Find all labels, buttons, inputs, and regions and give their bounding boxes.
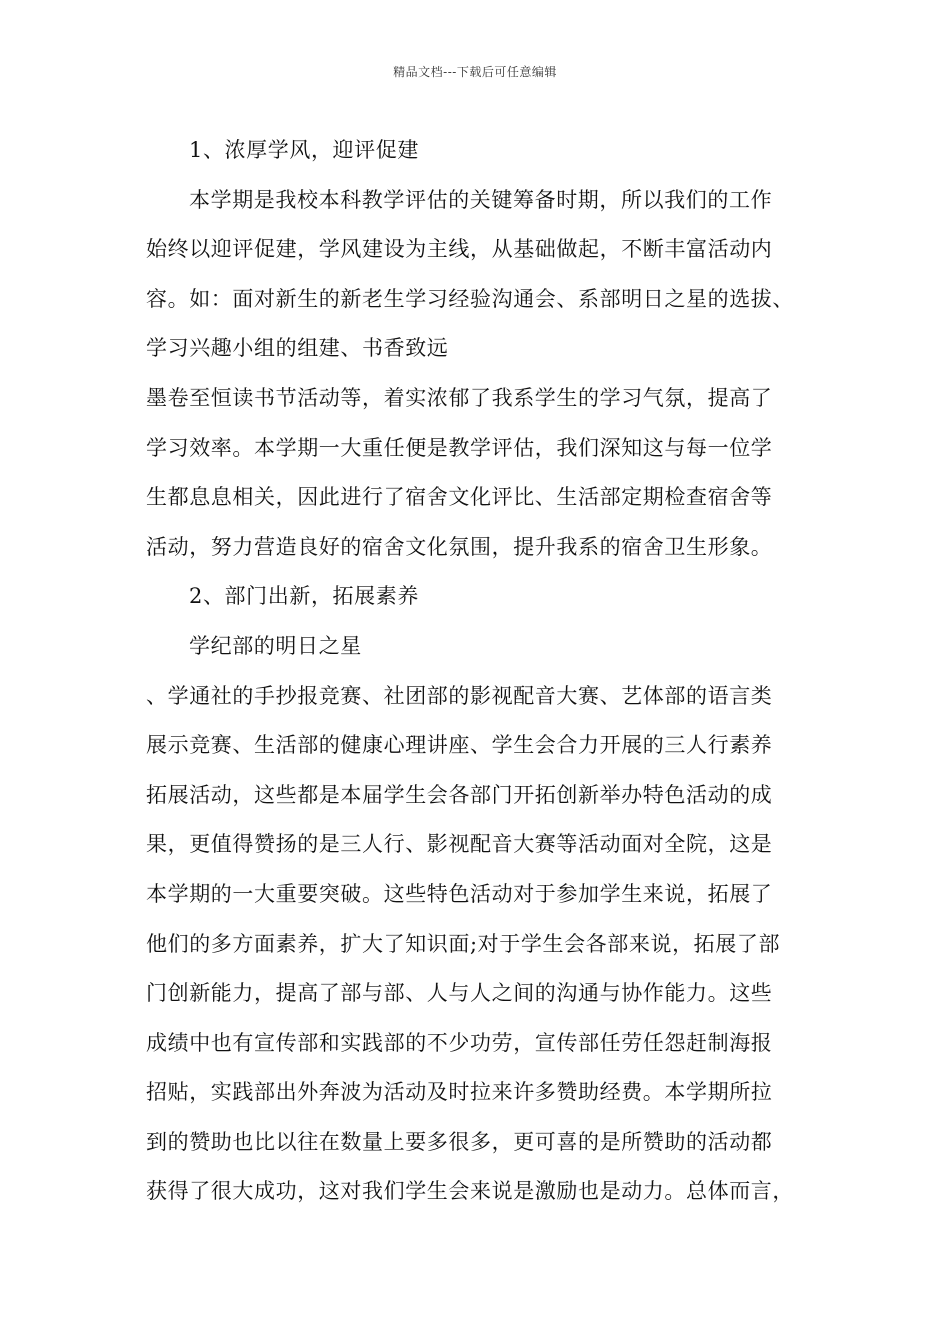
text-line: 他们的多方面素养，扩大了知识面;对于学生会各部来说，拓展了部 — [146, 931, 781, 956]
text-line: 学习效率。本学期一大重任便是教学评估，我们深知这与每一位学 — [146, 435, 773, 460]
page-header: 精品文档---下载后可任意编辑 — [393, 65, 557, 79]
text-line: 容。如：面对新生的新老生学习经验沟通会、系部明日之星的选拔、 — [146, 286, 794, 311]
heading-2: 2、部门出新，拓展素养 — [189, 584, 419, 609]
text-line: 获得了很大成功，这对我们学生会来说是激励也是动力。总体而言， — [146, 1179, 794, 1204]
text-line: 始终以迎评促建，学风建设为主线，从基础做起，不断丰富活动内 — [146, 237, 773, 262]
text-line: 学纪部的明日之星 — [189, 633, 362, 658]
text-line: 门创新能力，提高了部与部、人与人之间的沟通与协作能力。这些 — [146, 981, 773, 1006]
text-line: 招贴，实践部出外奔波为活动及时拉来许多赞助经费。本学期所拉 — [146, 1080, 773, 1105]
text-line: 活动，努力营造良好的宿舍文化氛围，提升我系的宿舍卫生形象。 — [146, 534, 773, 559]
document-body — [146, 126, 836, 1217]
text-line: 到的赞助也比以往在数量上要多很多，更可喜的是所赞助的活动都 — [146, 1129, 773, 1154]
text-line: 拓展活动，这些都是本届学生会各部门开拓创新举办特色活动的成 — [146, 782, 773, 807]
text-line: 果，更值得赞扬的是三人行、影视配音大赛等活动面对全院，这是 — [146, 832, 773, 857]
text-line: 本学期是我校本科教学评估的关键筹备时期，所以我们的工作 — [189, 187, 773, 212]
heading-1: 1、浓厚学风，迎评促建 — [189, 138, 419, 162]
text-line: 成绩中也有宣传部和实践部的不少功劳，宣传部任劳任怨赶制海报 — [146, 1030, 773, 1055]
text-line: 展示竞赛、生活部的健康心理讲座、学生会合力开展的三人行素养 — [146, 733, 773, 758]
text-line: 、学通社的手抄报竞赛、社团部的影视配音大赛、艺体部的语言类 — [146, 683, 773, 708]
text-line: 学习兴趣小组的组建、书香致远 — [146, 336, 449, 361]
text-line: 生都息息相关，因此进行了宿舍文化评比、生活部定期检查宿舍等 — [146, 485, 773, 510]
text-line: 墨卷至恒读书节活动等，着实浓郁了我系学生的学习气氛，提高了 — [146, 385, 773, 410]
text-line: 本学期的一大重要突破。这些特色活动对于参加学生来说，拓展了 — [146, 881, 773, 906]
